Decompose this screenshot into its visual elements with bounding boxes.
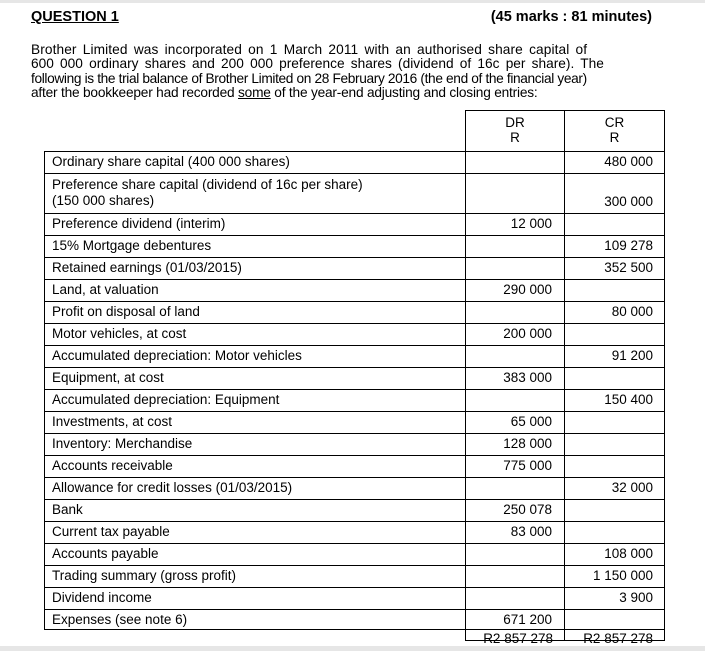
credit-amount: 109 278	[604, 238, 653, 253]
account-name: Current tax payable	[52, 524, 170, 539]
credit-amount: 80 000	[611, 304, 653, 319]
debit-amount: 290 000	[503, 282, 552, 297]
table-row-rule	[44, 235, 665, 236]
debit-total: R2 857 278	[483, 631, 553, 646]
table-row-rule	[44, 345, 665, 346]
question-intro	[31, 43, 655, 101]
table-row-rule	[44, 213, 665, 214]
table-row-rule	[44, 565, 665, 566]
table-row-rule	[44, 587, 665, 588]
table-row-rule	[44, 323, 665, 324]
credit-amount: 108 000	[604, 546, 653, 561]
account-name: Dividend income	[52, 590, 152, 605]
account-name: Accounts payable	[52, 546, 159, 561]
table-row-rule	[44, 609, 665, 610]
credit-amount: 1 150 000	[592, 568, 653, 583]
cr-header-label: CR	[604, 115, 625, 130]
page-top-border	[0, 0, 705, 3]
debit-amount: 250 078	[503, 502, 552, 517]
credit-total: R2 857 278	[583, 631, 653, 646]
debit-amount: 65 000	[510, 414, 552, 429]
credit-amount: 150 400	[604, 392, 653, 407]
intro-line-4-end: of the year-end adjusting and closing entries:	[270, 85, 538, 101]
credit-amount: 32 000	[611, 480, 653, 495]
intro-line-2: 600 000 ordinary shares and 200 000 preference shares (dividend of 16c per share). The	[31, 56, 604, 72]
cr-header-unit: R	[609, 129, 620, 145]
debit-amount: 83 000	[510, 524, 552, 539]
intro-line-4	[31, 86, 655, 100]
account-name: Expenses (see note 6)	[52, 612, 188, 627]
cr-column-header	[565, 116, 664, 145]
table-row-rule	[44, 521, 665, 522]
account-name: Accumulated depreciation: Equipment	[52, 392, 280, 407]
table-header-top-rule	[465, 110, 665, 111]
account-name: Accumulated depreciation: Motor vehicles	[52, 348, 302, 363]
account-name: 15% Mortgage debentures	[52, 238, 212, 253]
intro-emphasis: some	[238, 85, 271, 101]
account-name	[52, 177, 363, 208]
credit-amount: 91 200	[611, 348, 653, 363]
question-marks: (45 marks : 81 minutes)	[490, 9, 652, 25]
account-name: Equipment, at cost	[52, 370, 164, 385]
account-name: Retained earnings (01/03/2015)	[52, 260, 242, 275]
debit-amount: 775 000	[503, 458, 552, 473]
intro-line-4-start: after the bookkeeper had recorded	[31, 85, 239, 101]
account-name: Ordinary share capital (400 000 shares)	[52, 154, 290, 169]
table-row-rule	[44, 499, 665, 500]
table-row-rule	[44, 477, 665, 478]
debit-amount: 12 000	[510, 216, 552, 231]
table-row-rule	[44, 173, 665, 174]
table-right-rule	[664, 110, 665, 640]
account-name: Allowance for credit losses (01/03/2015)	[52, 480, 293, 495]
credit-amount: 300 000	[604, 194, 653, 209]
table-row-rule	[44, 279, 665, 280]
table-row-rule	[44, 411, 665, 412]
account-name: Motor vehicles, at cost	[52, 326, 187, 341]
credit-amount: 480 000	[604, 154, 653, 169]
question-header	[31, 9, 655, 29]
table-row-rule	[44, 301, 665, 302]
intro-line-3: following is the trial balance of Brother Limited on 28 February 2016 (the end of the financial year)	[31, 70, 587, 86]
account-name: Accounts receivable	[52, 458, 173, 473]
table-row-rule	[44, 455, 665, 456]
account-name: Preference dividend (interim)	[52, 216, 226, 231]
dr-column-header	[466, 116, 564, 145]
page-bottom-border	[0, 646, 705, 651]
table-row-rule	[44, 151, 665, 152]
table-row-rule	[44, 433, 665, 434]
dr-header-unit: R	[510, 129, 520, 145]
debit-amount: 671 200	[503, 612, 552, 627]
account-name: Land, at valuation	[52, 282, 159, 297]
account-name: Investments, at cost	[52, 414, 173, 429]
table-row-rule	[44, 367, 665, 368]
intro-line-1: Brother Limited was incorporated on 1 March 2011 with an authorised share capital of	[31, 42, 588, 57]
account-name-line-2: (150 000 shares)	[52, 192, 155, 208]
debit-amount: 383 000	[503, 370, 552, 385]
credit-amount: 352 500	[604, 260, 653, 275]
debit-amount: 200 000	[503, 326, 552, 341]
debit-amount: 128 000	[503, 436, 552, 451]
dr-header-label: DR	[505, 115, 525, 130]
question-title: QUESTION 1	[31, 9, 119, 25]
credit-amount: 3 900	[619, 590, 653, 605]
table-row-rule	[44, 543, 665, 544]
table-row-rule	[44, 629, 665, 630]
account-name: Trading summary (gross profit)	[52, 568, 237, 583]
account-name: Inventory: Merchandise	[52, 436, 193, 451]
table-row-rule	[44, 257, 665, 258]
table-left-rule	[44, 151, 45, 630]
account-name-line-1: Preference share capital (dividend of 16c per share)	[52, 177, 363, 192]
table-row-rule	[44, 389, 665, 390]
account-name: Bank	[52, 502, 83, 517]
account-name: Profit on disposal of land	[52, 304, 200, 319]
